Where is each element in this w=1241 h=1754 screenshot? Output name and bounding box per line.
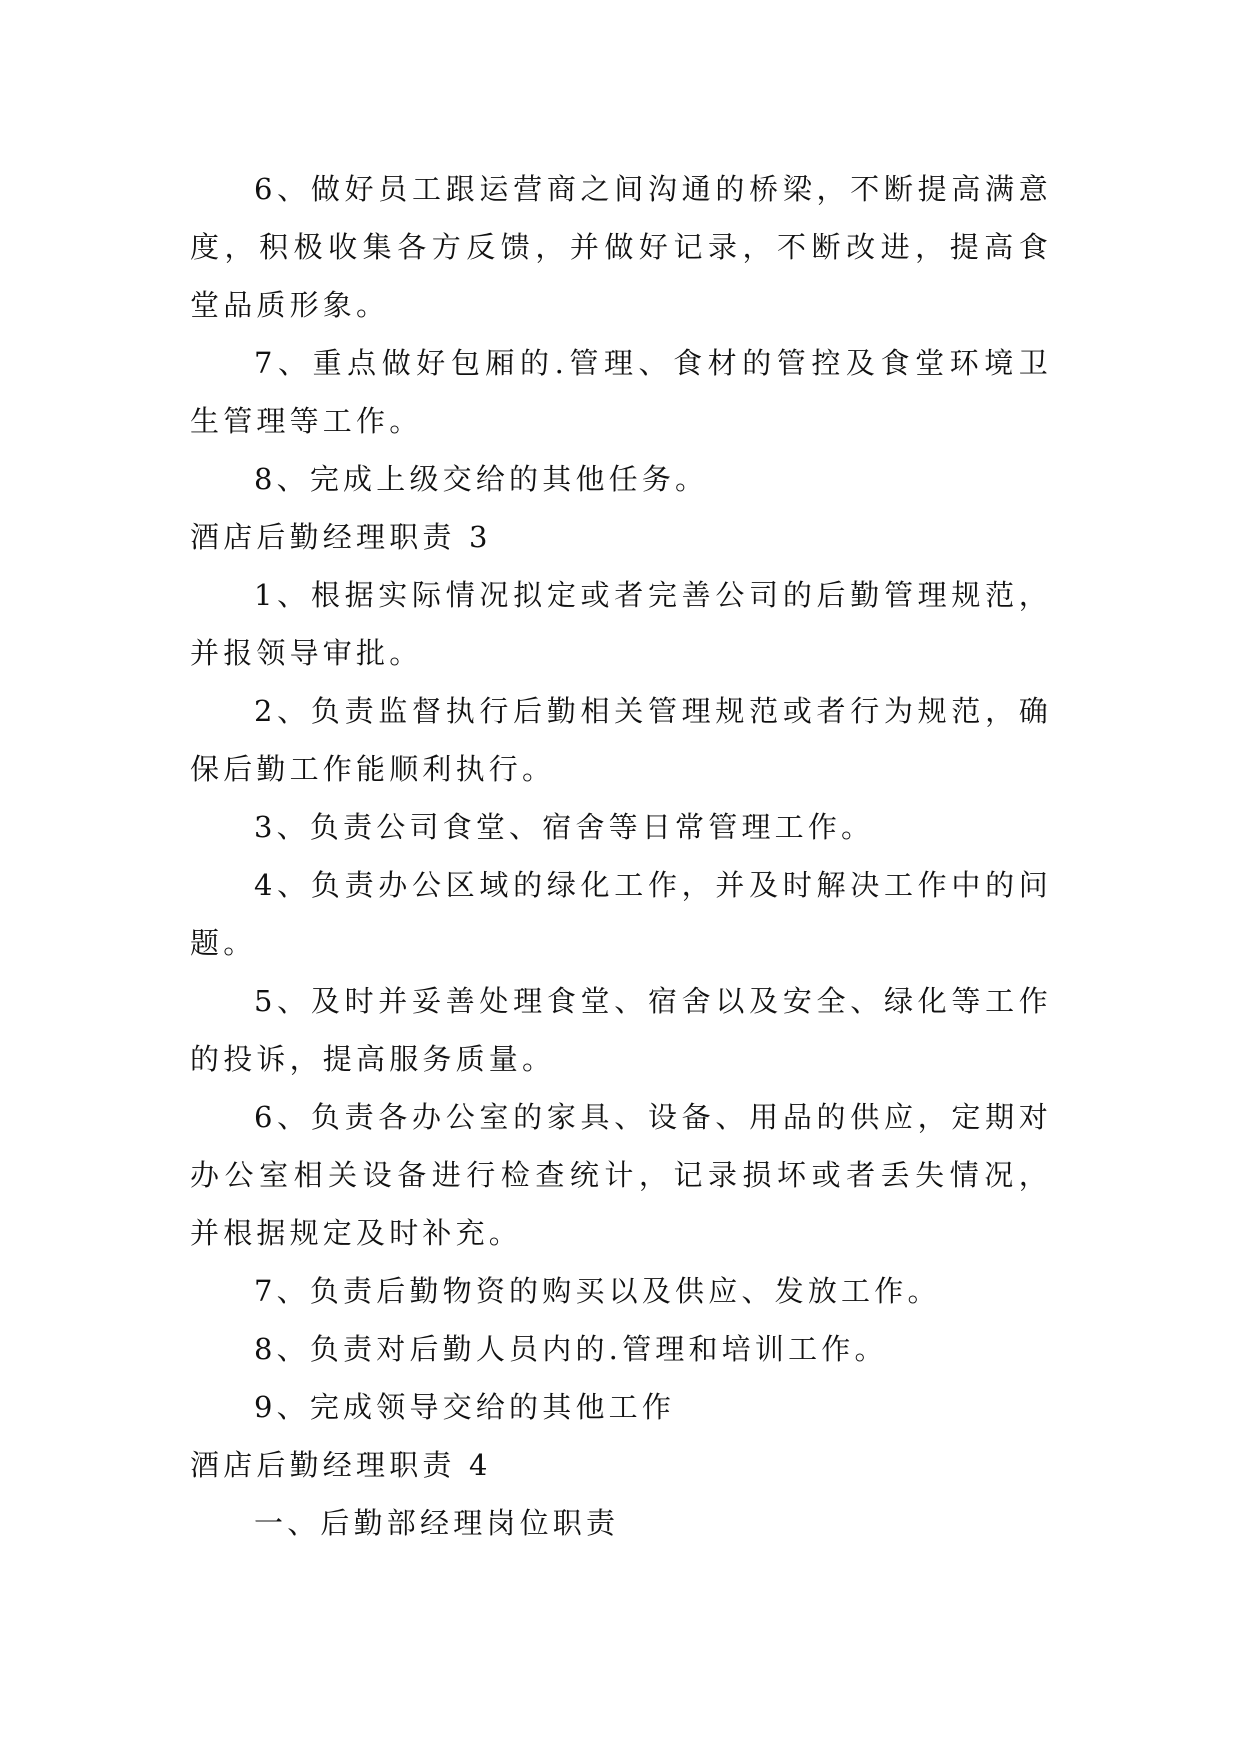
paragraph-item-5-complaints: 5、及时并妥善处理食堂、宿舍以及安全、绿化等工作的投诉，提高服务质量。 [190, 984, 1052, 1076]
paragraph-item-7-private-rooms: 7、重点做好包厢的.管理、食材的管控及食堂环境卫生管理等工作。 [190, 346, 1052, 438]
section-heading-4: 酒店后勤经理职责 4 [190, 1448, 492, 1482]
paragraph-item-7-procurement: 7、负责后勤物资的购买以及供应、发放工作。 [254, 1274, 941, 1308]
paragraph-subheading-manager-duties: 一、后勤部经理岗位职责 [254, 1506, 620, 1540]
section-heading-3: 酒店后勤经理职责 3 [190, 520, 492, 554]
paragraph-item-8-staff-training: 8、负责对后勤人员内的.管理和培训工作。 [254, 1332, 888, 1366]
document-body [190, 160, 1052, 1552]
paragraph-item-3-canteen-dormitory: 3、负责公司食堂、宿舍等日常管理工作。 [254, 810, 875, 844]
paragraph-item-1-regulations: 1、根据实际情况拟定或者完善公司的后勤管理规范，并报领导审批。 [190, 578, 1052, 670]
paragraph-item-6-satisfaction: 6、做好员工跟运营商之间沟通的桥梁，不断提高满意度，积极收集各方反馈，并做好记录，不断改进，提高食堂品质形象。 [190, 172, 1052, 322]
paragraph-item-4-greening: 4、负责办公区域的绿化工作，并及时解决工作中的问题。 [190, 868, 1052, 960]
paragraph-item-9-other-work: 9、完成领导交给的其他工作 [254, 1390, 676, 1424]
paragraph-item-8-other-tasks: 8、完成上级交给的其他任务。 [254, 462, 709, 496]
paragraph-item-2-supervision: 2、负责监督执行后勤相关管理规范或者行为规范，确保后勤工作能顺利执行。 [190, 694, 1052, 786]
paragraph-item-6-office-supplies: 6、负责各办公室的家具、设备、用品的供应，定期对办公室相关设备进行检查统计，记录损坏或者丢失情况，并根据规定及时补充。 [190, 1100, 1052, 1250]
